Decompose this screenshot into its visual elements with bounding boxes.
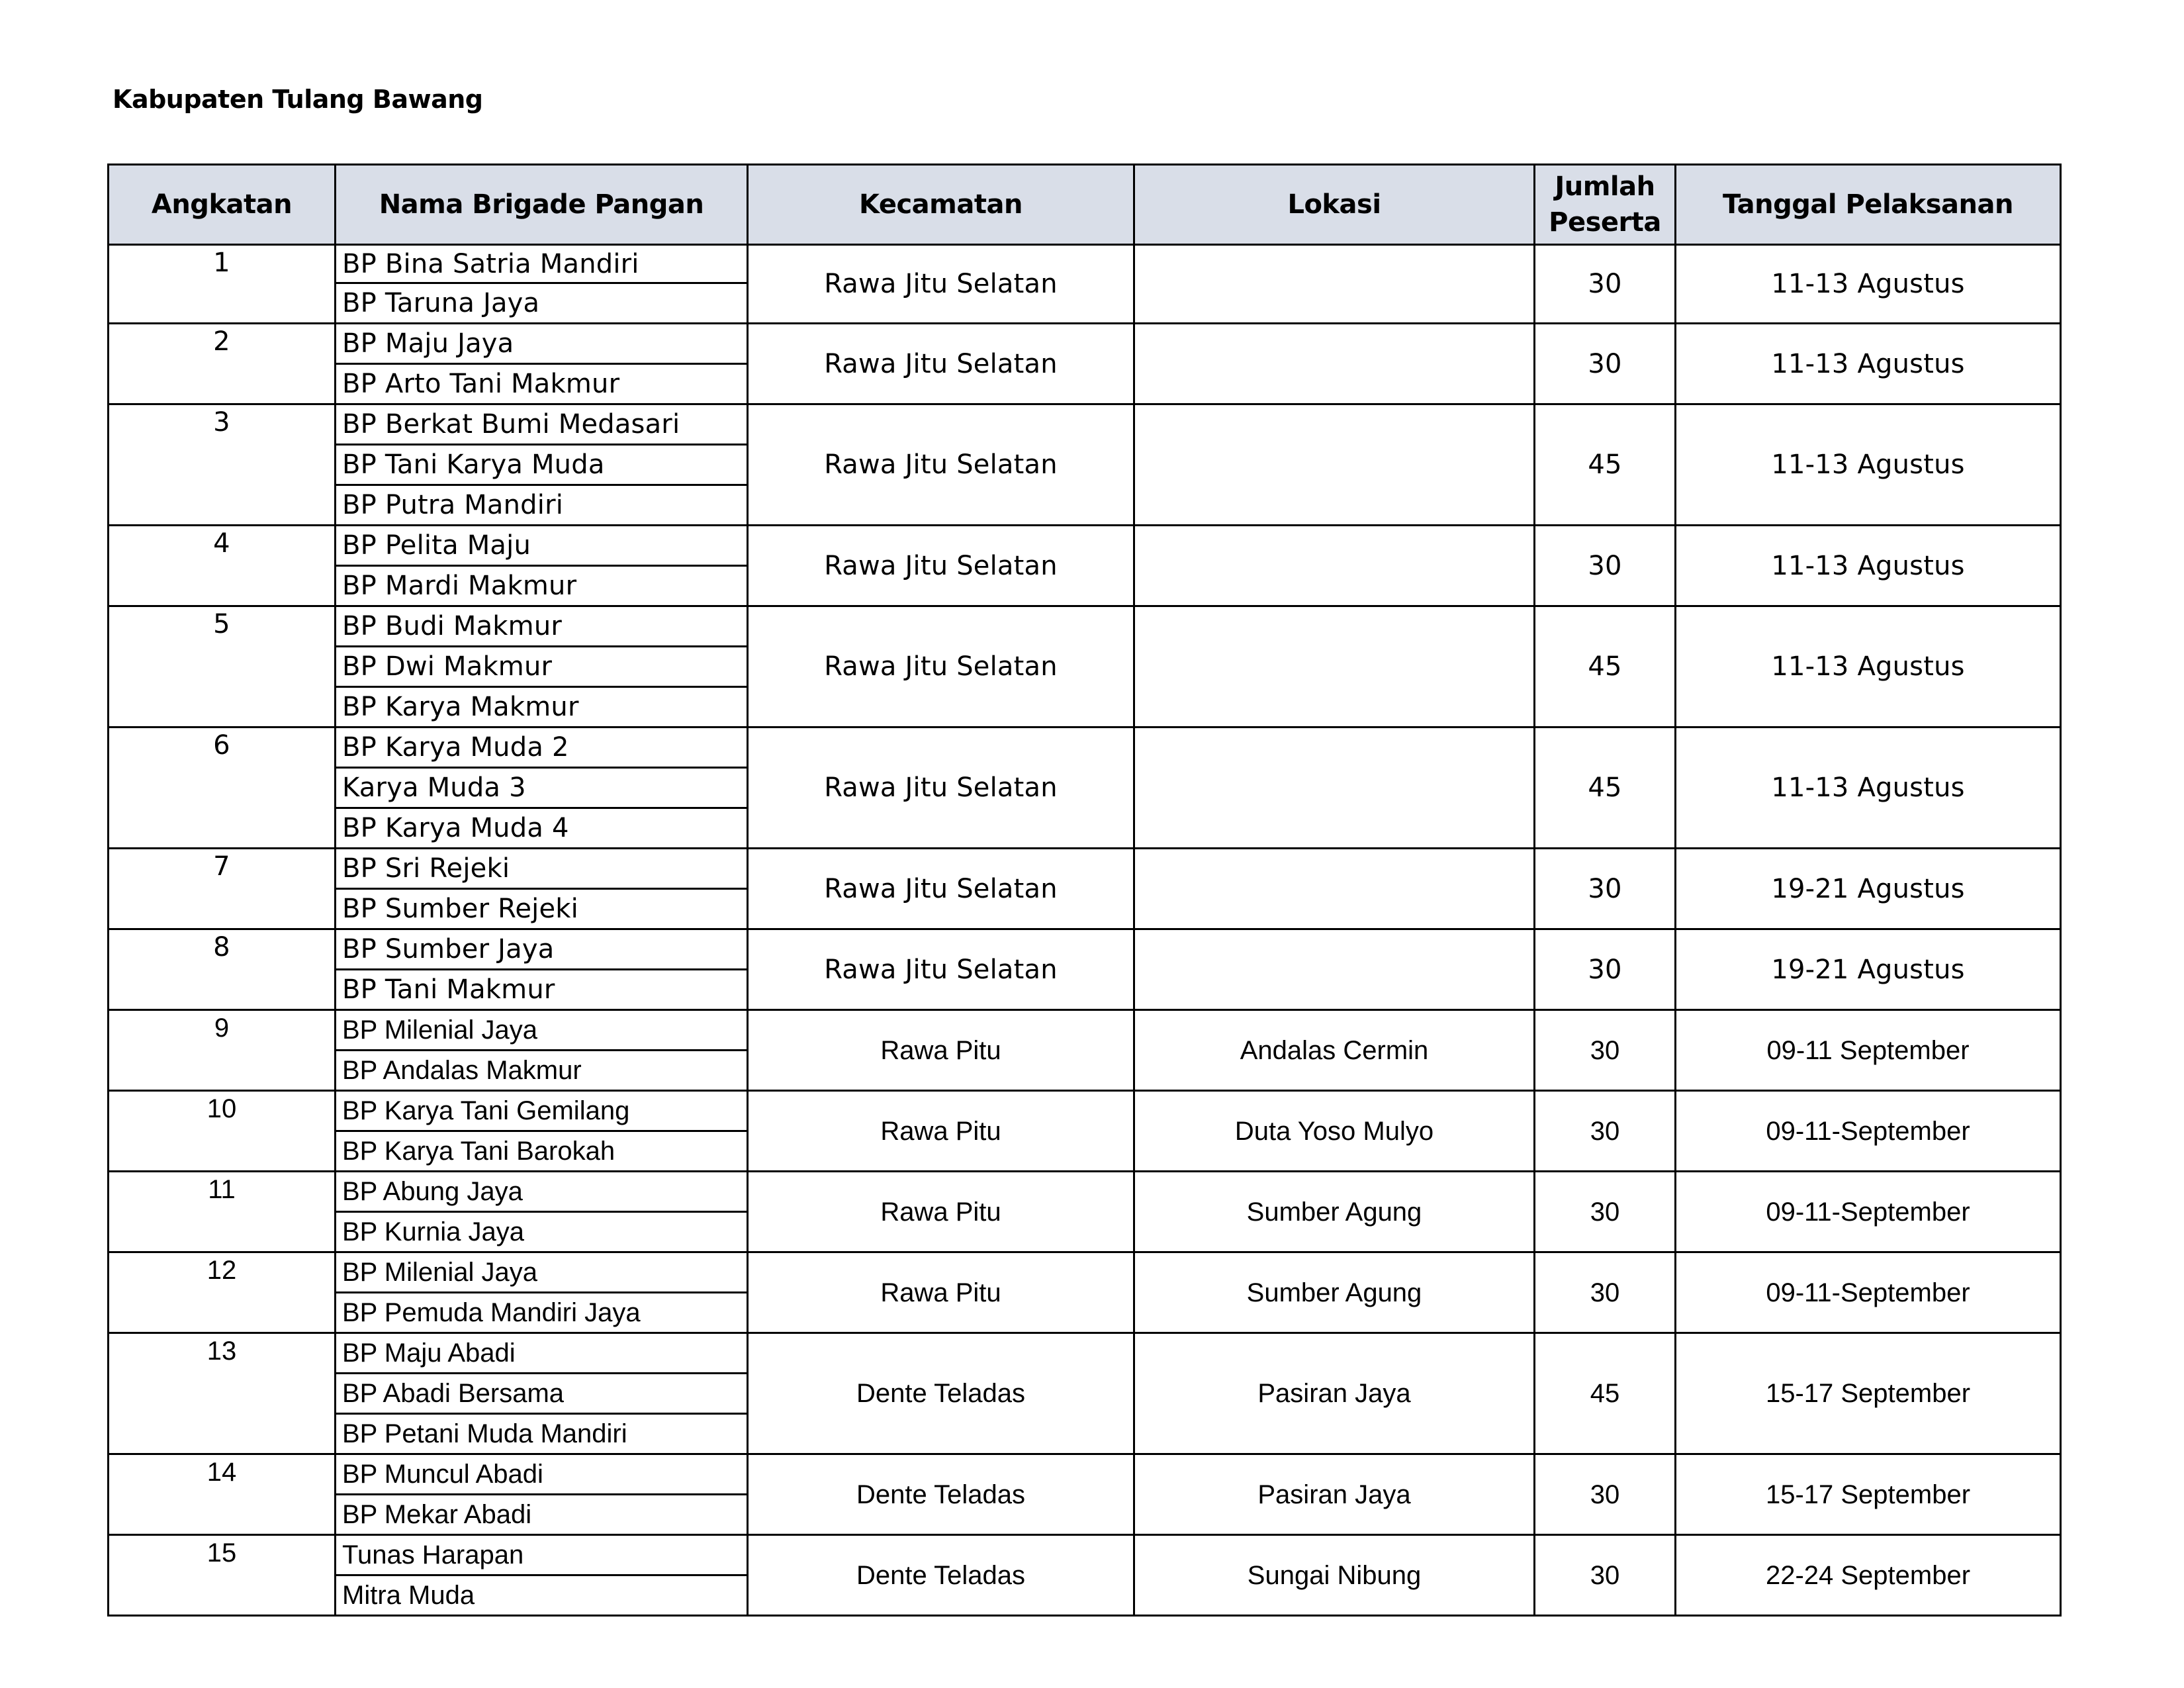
cell-kecamatan: Rawa Jitu Selatan — [748, 929, 1134, 1010]
cell-lokasi — [1134, 849, 1535, 929]
cell-nama-brigade: BP Putra Mandiri — [336, 485, 748, 526]
cell-nama-brigade: BP Mekar Abadi — [336, 1495, 748, 1535]
cell-lokasi — [1134, 606, 1535, 727]
cell-nama-brigade: BP Mardi Makmur — [336, 566, 748, 606]
schedule-table — [107, 164, 2062, 1617]
cell-nama-brigade: BP Muncul Abadi — [336, 1454, 748, 1495]
table-row — [109, 245, 2061, 283]
cell-angkatan: 10 — [109, 1091, 336, 1172]
cell-nama-brigade: BP Pemuda Mandiri Jaya — [336, 1293, 748, 1333]
cell-nama-brigade: Tunas Harapan — [336, 1535, 748, 1575]
cell-lokasi — [1134, 245, 1535, 324]
header-nama-brigade: Nama Brigade Pangan — [336, 165, 748, 245]
cell-kecamatan: Rawa Jitu Selatan — [748, 324, 1134, 404]
cell-kecamatan: Rawa Jitu Selatan — [748, 606, 1134, 727]
cell-angkatan: 11 — [109, 1172, 336, 1252]
cell-nama-brigade: Karya Muda 3 — [336, 768, 748, 808]
cell-jumlah-peserta: 30 — [1535, 1454, 1676, 1535]
cell-angkatan: 2 — [109, 324, 336, 404]
cell-nama-brigade: BP Kurnia Jaya — [336, 1212, 748, 1252]
cell-nama-brigade: BP Tani Makmur — [336, 970, 748, 1010]
cell-angkatan: 13 — [109, 1333, 336, 1454]
cell-jumlah-peserta: 30 — [1535, 1252, 1676, 1333]
header-tanggal: Tanggal Pelaksanan — [1676, 165, 2061, 245]
header-jumlah-line2: Peserta — [1549, 207, 1661, 238]
cell-nama-brigade: Mitra Muda — [336, 1575, 748, 1616]
cell-tanggal: 11-13 Agustus — [1676, 245, 2061, 324]
cell-lokasi: Duta Yoso Mulyo — [1134, 1091, 1535, 1172]
table-row — [109, 929, 2061, 970]
cell-angkatan: 1 — [109, 245, 336, 324]
cell-angkatan: 4 — [109, 526, 336, 606]
cell-nama-brigade: BP Maju Jaya — [336, 324, 748, 364]
cell-nama-brigade: BP Arto Tani Makmur — [336, 364, 748, 404]
cell-nama-brigade: BP Karya Makmur — [336, 687, 748, 727]
cell-kecamatan: Rawa Pitu — [748, 1010, 1134, 1091]
header-jumlah-peserta — [1535, 165, 1676, 245]
cell-kecamatan: Rawa Jitu Selatan — [748, 849, 1134, 929]
cell-angkatan: 3 — [109, 404, 336, 526]
cell-jumlah-peserta: 30 — [1535, 324, 1676, 404]
table-row — [109, 404, 2061, 445]
cell-nama-brigade: BP Andalas Makmur — [336, 1051, 748, 1091]
cell-kecamatan: Dente Teladas — [748, 1535, 1134, 1616]
cell-lokasi: Sumber Agung — [1134, 1252, 1535, 1333]
cell-nama-brigade: BP Sri Rejeki — [336, 849, 748, 889]
table-row — [109, 1172, 2061, 1212]
cell-kecamatan: Rawa Jitu Selatan — [748, 404, 1134, 526]
table-row — [109, 727, 2061, 768]
cell-tanggal: 11-13 Agustus — [1676, 526, 2061, 606]
cell-tanggal: 11-13 Agustus — [1676, 404, 2061, 526]
cell-nama-brigade: BP Sumber Rejeki — [336, 889, 748, 929]
cell-angkatan: 6 — [109, 727, 336, 849]
cell-lokasi: Andalas Cermin — [1134, 1010, 1535, 1091]
cell-angkatan: 5 — [109, 606, 336, 727]
header-angkatan: Angkatan — [109, 165, 336, 245]
cell-angkatan: 12 — [109, 1252, 336, 1333]
cell-angkatan: 8 — [109, 929, 336, 1010]
cell-lokasi: Sungai Nibung — [1134, 1535, 1535, 1616]
cell-nama-brigade: BP Karya Muda 2 — [336, 727, 748, 768]
cell-nama-brigade: BP Milenial Jaya — [336, 1252, 748, 1293]
cell-angkatan: 9 — [109, 1010, 336, 1091]
cell-lokasi — [1134, 404, 1535, 526]
cell-tanggal: 19-21 Agustus — [1676, 929, 2061, 1010]
cell-tanggal: 15-17 September — [1676, 1454, 2061, 1535]
cell-kecamatan: Dente Teladas — [748, 1454, 1134, 1535]
cell-tanggal: 09-11-September — [1676, 1172, 2061, 1252]
cell-nama-brigade: BP Karya Tani Gemilang — [336, 1091, 748, 1131]
cell-jumlah-peserta: 30 — [1535, 1010, 1676, 1091]
cell-kecamatan: Rawa Jitu Selatan — [748, 245, 1134, 324]
cell-kecamatan: Rawa Pitu — [748, 1091, 1134, 1172]
page-title: Kabupaten Tulang Bawang — [113, 85, 483, 114]
cell-jumlah-peserta: 30 — [1535, 929, 1676, 1010]
header-row — [109, 165, 2061, 245]
cell-kecamatan: Dente Teladas — [748, 1333, 1134, 1454]
table-row — [109, 1252, 2061, 1293]
cell-kecamatan: Rawa Jitu Selatan — [748, 526, 1134, 606]
cell-angkatan: 14 — [109, 1454, 336, 1535]
cell-nama-brigade: BP Maju Abadi — [336, 1333, 748, 1374]
table-row — [109, 849, 2061, 889]
cell-nama-brigade: BP Dwi Makmur — [336, 647, 748, 687]
cell-lokasi — [1134, 929, 1535, 1010]
cell-nama-brigade: BP Pelita Maju — [336, 526, 748, 566]
cell-nama-brigade: BP Taruna Jaya — [336, 283, 748, 324]
cell-tanggal: 11-13 Agustus — [1676, 324, 2061, 404]
cell-jumlah-peserta: 30 — [1535, 849, 1676, 929]
cell-nama-brigade: BP Karya Tani Barokah — [336, 1131, 748, 1172]
cell-lokasi — [1134, 727, 1535, 849]
cell-tanggal: 15-17 September — [1676, 1333, 2061, 1454]
cell-jumlah-peserta: 30 — [1535, 245, 1676, 324]
cell-tanggal: 22-24 September — [1676, 1535, 2061, 1616]
cell-nama-brigade: BP Sumber Jaya — [336, 929, 748, 970]
table-row — [109, 1535, 2061, 1575]
table-row — [109, 1454, 2061, 1495]
cell-nama-brigade: BP Bina Satria Mandiri — [336, 245, 748, 283]
table-body — [109, 245, 2061, 1616]
cell-lokasi — [1134, 526, 1535, 606]
cell-tanggal: 11-13 Agustus — [1676, 606, 2061, 727]
cell-tanggal: 19-21 Agustus — [1676, 849, 2061, 929]
cell-lokasi — [1134, 324, 1535, 404]
cell-nama-brigade: BP Berkat Bumi Medasari — [336, 404, 748, 445]
table-row — [109, 1091, 2061, 1131]
cell-nama-brigade: BP Tani Karya Muda — [336, 445, 748, 485]
cell-jumlah-peserta: 45 — [1535, 606, 1676, 727]
cell-lokasi: Pasiran Jaya — [1134, 1454, 1535, 1535]
cell-tanggal: 11-13 Agustus — [1676, 727, 2061, 849]
table-row — [109, 1010, 2061, 1051]
cell-angkatan: 15 — [109, 1535, 336, 1616]
cell-jumlah-peserta: 30 — [1535, 1535, 1676, 1616]
cell-tanggal: 09-11-September — [1676, 1091, 2061, 1172]
cell-nama-brigade: BP Milenial Jaya — [336, 1010, 748, 1051]
cell-jumlah-peserta: 45 — [1535, 727, 1676, 849]
cell-jumlah-peserta: 45 — [1535, 404, 1676, 526]
cell-nama-brigade: BP Petani Muda Mandiri — [336, 1414, 748, 1454]
cell-nama-brigade: BP Abadi Bersama — [336, 1374, 748, 1414]
cell-lokasi: Sumber Agung — [1134, 1172, 1535, 1252]
table-row — [109, 1333, 2061, 1374]
cell-kecamatan: Rawa Pitu — [748, 1172, 1134, 1252]
table-row — [109, 606, 2061, 647]
cell-jumlah-peserta: 30 — [1535, 1172, 1676, 1252]
cell-nama-brigade: BP Abung Jaya — [336, 1172, 748, 1212]
cell-jumlah-peserta: 30 — [1535, 526, 1676, 606]
cell-tanggal: 09-11-September — [1676, 1252, 2061, 1333]
cell-tanggal: 09-11 September — [1676, 1010, 2061, 1091]
cell-kecamatan: Rawa Jitu Selatan — [748, 727, 1134, 849]
cell-lokasi: Pasiran Jaya — [1134, 1333, 1535, 1454]
cell-jumlah-peserta: 30 — [1535, 1091, 1676, 1172]
header-lokasi: Lokasi — [1134, 165, 1535, 245]
table-row — [109, 526, 2061, 566]
header-kecamatan: Kecamatan — [748, 165, 1134, 245]
cell-nama-brigade: BP Karya Muda 4 — [336, 808, 748, 849]
cell-angkatan: 7 — [109, 849, 336, 929]
cell-nama-brigade: BP Budi Makmur — [336, 606, 748, 647]
cell-kecamatan: Rawa Pitu — [748, 1252, 1134, 1333]
cell-jumlah-peserta: 45 — [1535, 1333, 1676, 1454]
header-jumlah-line1: Jumlah — [1555, 171, 1655, 202]
table-row — [109, 324, 2061, 364]
